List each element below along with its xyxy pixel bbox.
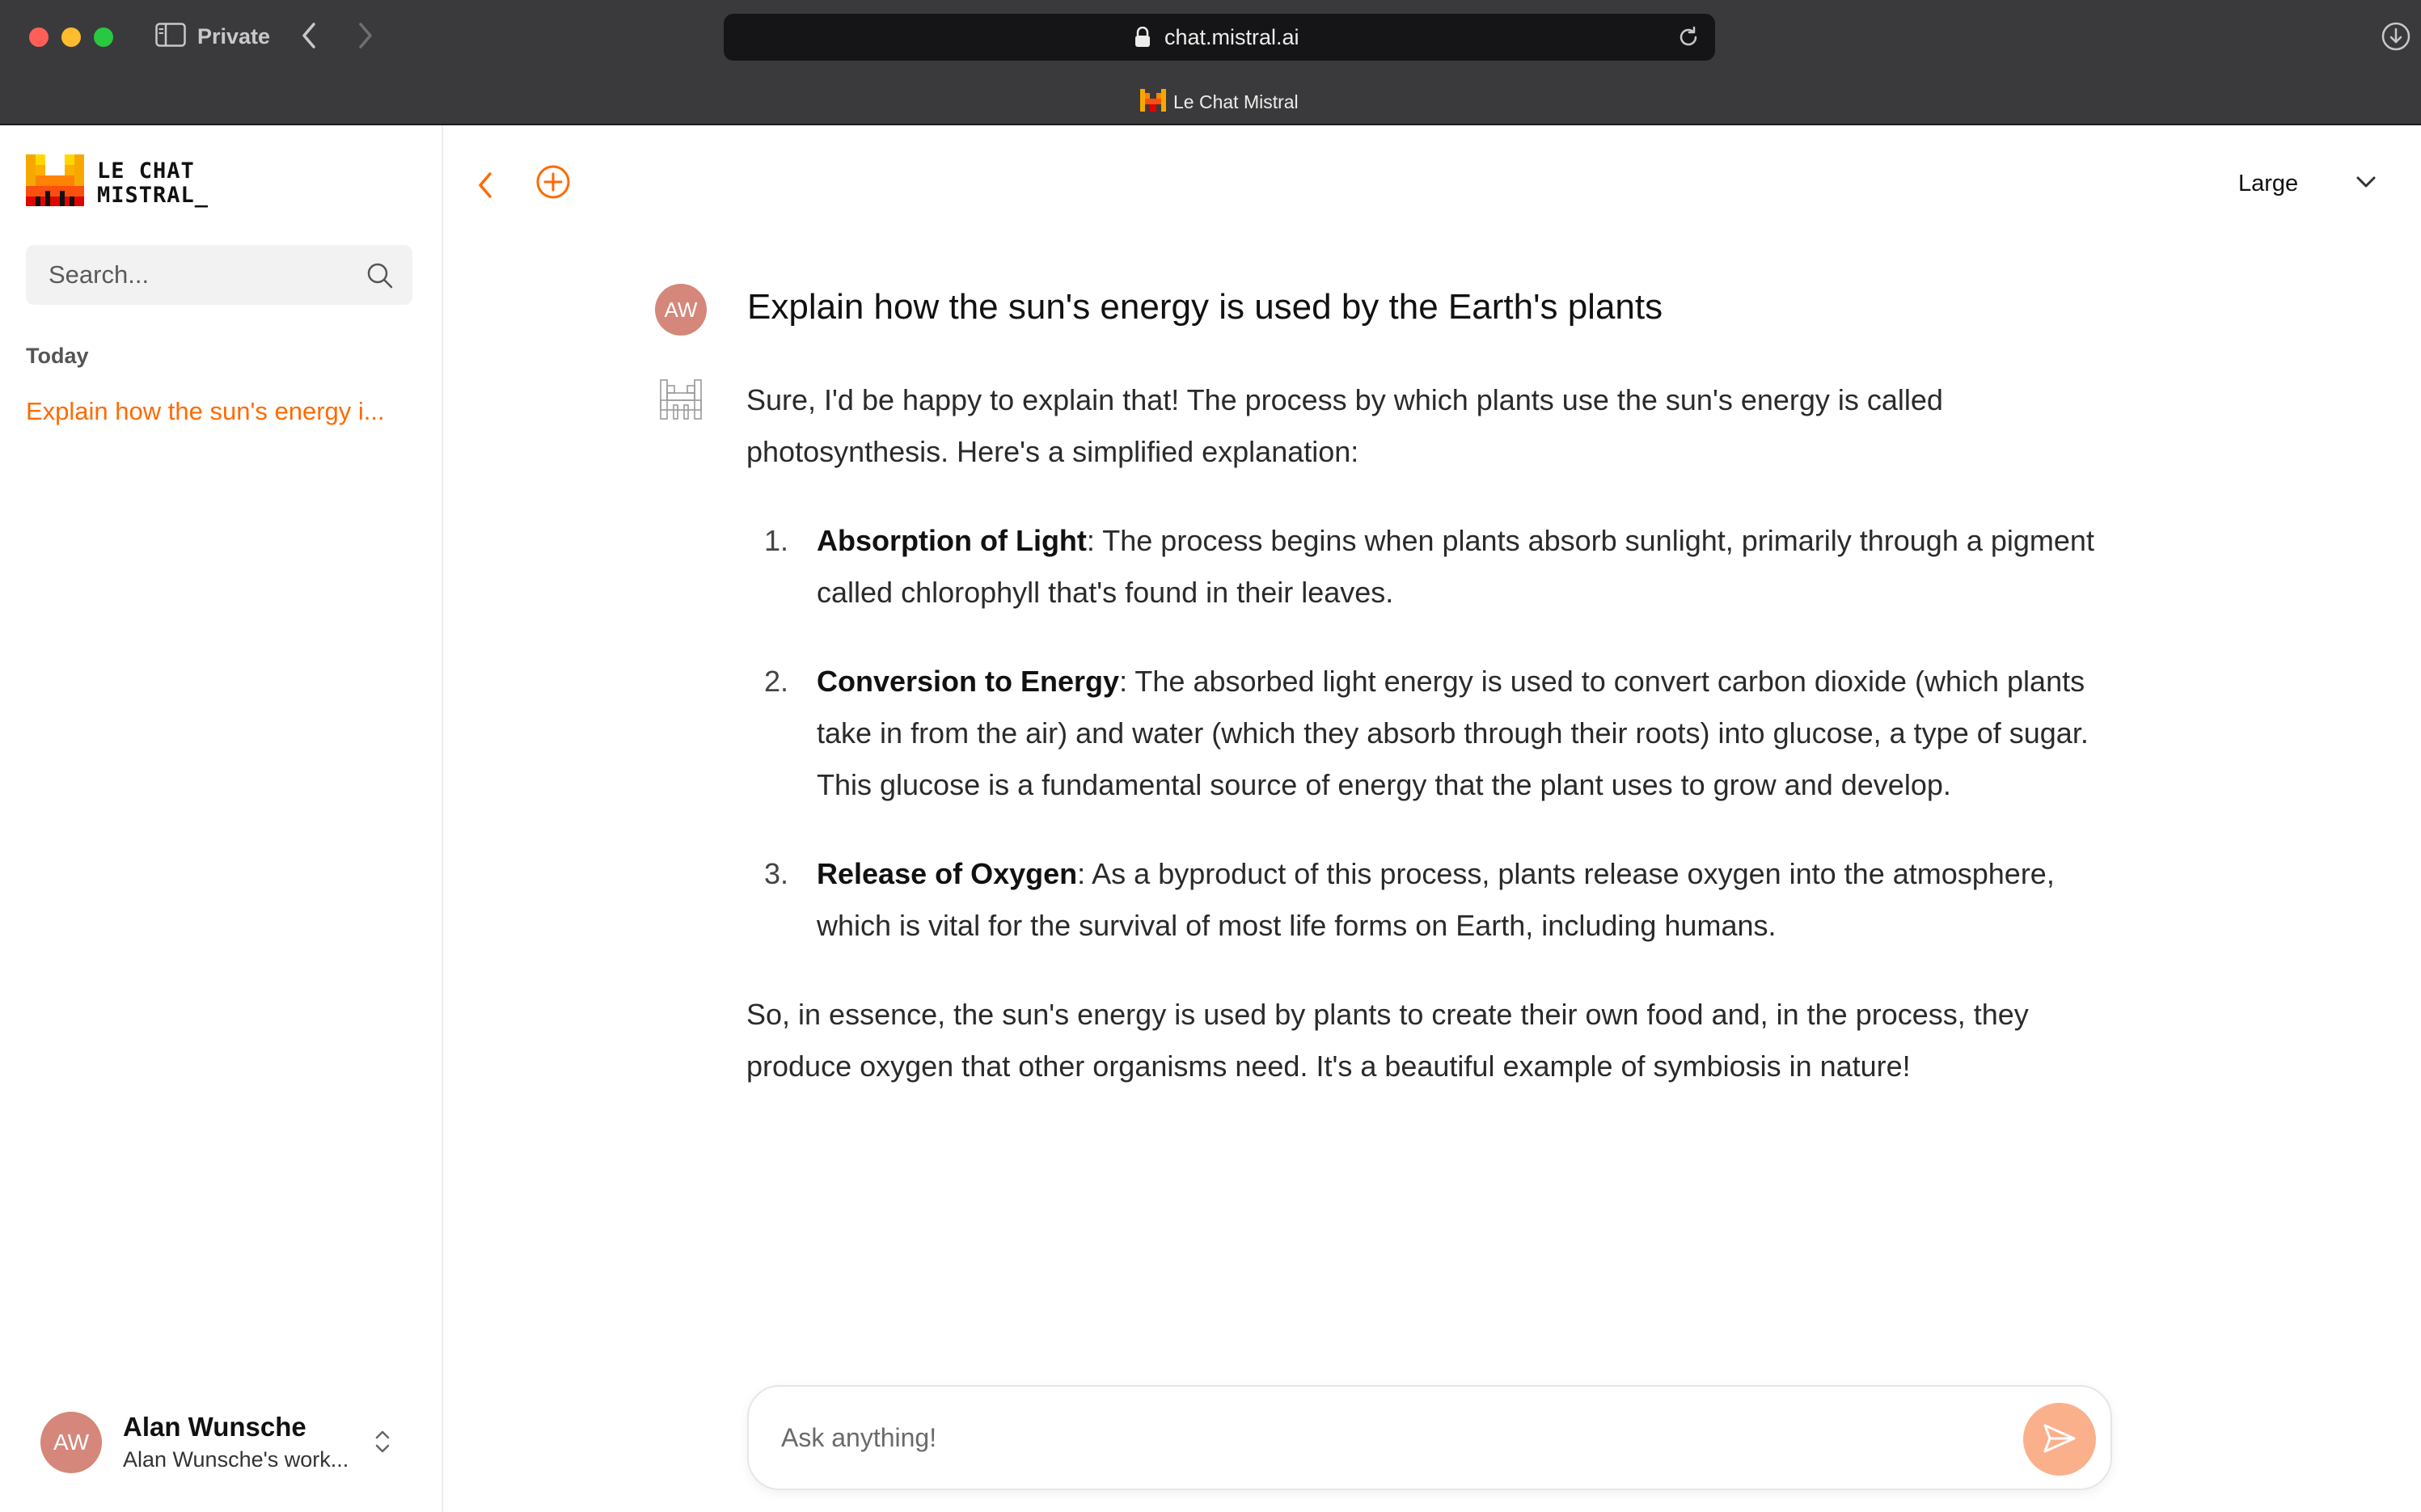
chevron-down-icon[interactable]: [2355, 174, 2377, 194]
browser-chrome: [0, 0, 2421, 125]
url-text: chat.mistral.ai: [1164, 25, 1299, 49]
step-title: Release of Oxygen: [817, 857, 1078, 890]
answer-step: [746, 515, 2121, 619]
message-input[interactable]: [781, 1409, 1954, 1466]
model-selector[interactable]: Large: [2238, 171, 2299, 196]
search-input[interactable]: [26, 245, 365, 305]
back-icon[interactable]: [475, 169, 495, 205]
mistral-logo-icon[interactable]: [26, 154, 84, 210]
step-title: Absorption of Light: [817, 524, 1087, 557]
private-label: Private: [197, 24, 271, 49]
lock-icon: [1134, 27, 1151, 52]
logo-line-1: LE CHAT: [97, 158, 195, 184]
step-text: : As a byproduct of this process, plants release oxygen into the atmosphere, which is vital for the survival of most life forms on Earth, including humans.: [817, 857, 2055, 942]
maximize-window-button[interactable]: [94, 27, 113, 47]
back-arrow-icon[interactable]: [299, 21, 319, 54]
step-title: Conversion to Energy: [817, 665, 1120, 698]
forward-arrow-icon[interactable]: [356, 21, 375, 54]
reload-icon[interactable]: [1676, 25, 1701, 53]
user-workspace: Alan Wunsche's work...: [123, 1447, 349, 1472]
sidebar: [0, 125, 443, 1512]
step-number: 1.: [764, 524, 789, 557]
answer-conclusion: So, in essence, the sun's energy is used by plants to create their own food and, in the process, they produce oxygen that other organisms need. It's a beautiful example of symbiosis in nature!: [746, 998, 2029, 1083]
user-avatar: AW: [655, 284, 707, 336]
step-number: 2.: [764, 665, 789, 698]
search-box: [26, 245, 412, 305]
close-window-button[interactable]: [29, 27, 49, 47]
tab-title[interactable]: Le Chat Mistral: [1173, 91, 1299, 112]
user-name: Alan Wunsche: [123, 1412, 306, 1442]
step-text: : The process begins when plants absorb sunlight, primarily through a pigment called chlorophyll that's found in their leaves.: [817, 524, 2094, 609]
address-bar[interactable]: [724, 14, 1715, 61]
mistral-bot-icon: [660, 379, 702, 424]
send-button[interactable]: [2023, 1403, 2096, 1476]
answer-steps: [746, 515, 2121, 952]
answer-step: [746, 656, 2121, 811]
assistant-answer: [746, 374, 2121, 1092]
history-item[interactable]: Explain how the sun's energy i...: [26, 397, 385, 425]
minimize-window-button[interactable]: [61, 27, 81, 47]
logo-wordmark: [97, 159, 209, 208]
answer-intro: Sure, I'd be happy to explain that! The process by which plants use the sun's energy is called photosynthesis. Here's a simplified explanation:: [746, 383, 1943, 468]
mistral-favicon-icon: [1140, 89, 1166, 116]
avatar: AW: [40, 1412, 102, 1473]
chevron-up-down-icon[interactable]: [374, 1428, 391, 1459]
sidebar-toggle-icon[interactable]: [155, 23, 186, 51]
answer-step: [746, 848, 2121, 952]
chat-main: [445, 125, 2421, 1512]
search-icon[interactable]: [365, 261, 395, 294]
send-icon: [2042, 1422, 2077, 1457]
user-menu[interactable]: [40, 1407, 412, 1480]
user-question: Explain how the sun's energy is used by the Earth's plants: [747, 287, 1663, 327]
step-number: 3.: [764, 857, 789, 890]
logo-line-2: MISTRAL_: [97, 183, 209, 208]
section-heading-today: Today: [26, 344, 89, 368]
message-composer: [747, 1385, 2112, 1490]
download-icon[interactable]: [2381, 21, 2411, 56]
new-chat-icon[interactable]: [535, 164, 571, 204]
step-text: : The absorbed light energy is used to convert carbon dioxide (which plants take in from the air) and water (which they absorb through their roots) into glucose, a type of sugar. This glucose is a fundamental source of energy that the plant uses to grow and develop.: [817, 665, 2089, 801]
